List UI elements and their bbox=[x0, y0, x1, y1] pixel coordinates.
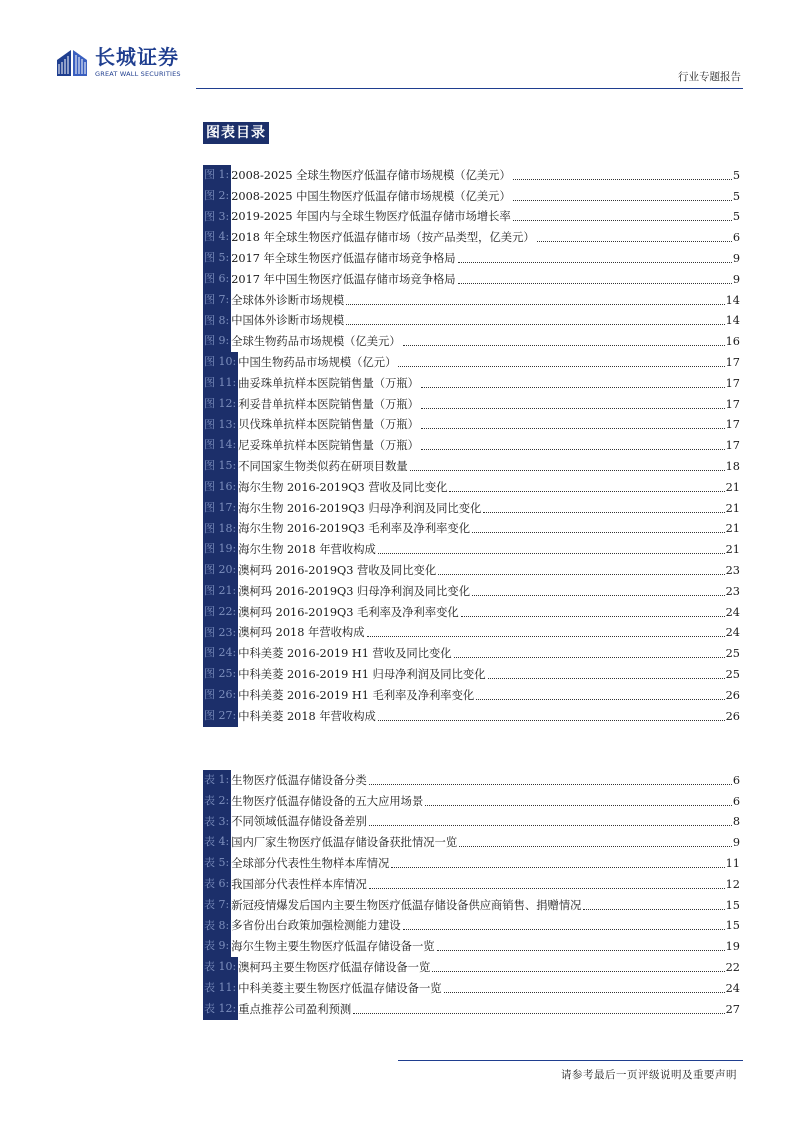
table-index bbox=[203, 770, 740, 1020]
entry-title: 2017 年全球生物医疗低温存储市场竞争格局 bbox=[231, 251, 456, 265]
figure-entry[interactable] bbox=[203, 207, 740, 228]
entry-label: 图 17: bbox=[203, 498, 238, 519]
entry-title: 生物医疗低温存储设备分类 bbox=[231, 773, 367, 787]
figure-entry[interactable] bbox=[203, 664, 740, 685]
figure-entry[interactable] bbox=[203, 519, 740, 540]
entry-title: 中科美菱主要生物医疗低温存储设备一览 bbox=[238, 981, 442, 995]
entry-title: 全球部分代表性生物样本库情况 bbox=[231, 856, 390, 870]
entry-page-number: 26 bbox=[725, 709, 740, 723]
table-entry[interactable] bbox=[203, 916, 740, 937]
entry-page-number: 16 bbox=[725, 335, 740, 349]
entry-label: 图 3: bbox=[203, 207, 231, 228]
entry-page-number: 12 bbox=[725, 877, 740, 891]
table-entry[interactable] bbox=[203, 832, 740, 853]
entry-title: 澳柯玛 2016-2019Q3 归母净利润及同比变化 bbox=[238, 584, 471, 598]
entry-page-number: 5 bbox=[732, 189, 740, 203]
dot-leader bbox=[391, 867, 724, 868]
entry-title: 生物医疗低温存储设备的五大应用场景 bbox=[231, 794, 424, 808]
dot-leader bbox=[353, 1013, 724, 1014]
entry-title: 尼妥珠单抗样本医院销售量（万瓶） bbox=[238, 439, 419, 453]
entry-page-number: 15 bbox=[725, 919, 740, 933]
figure-entry[interactable] bbox=[203, 581, 740, 602]
entry-page-number: 9 bbox=[732, 836, 740, 850]
table-entry[interactable] bbox=[203, 895, 740, 916]
entry-title: 澳柯玛 2016-2019Q3 毛利率及净利率变化 bbox=[238, 605, 459, 619]
entry-label: 图 8: bbox=[203, 311, 231, 332]
dot-leader bbox=[421, 387, 725, 388]
entry-label: 表 10: bbox=[203, 957, 238, 978]
entry-page-number: 21 bbox=[725, 543, 740, 557]
dot-leader bbox=[472, 532, 725, 533]
dot-leader bbox=[444, 992, 725, 993]
entry-label: 表 5: bbox=[203, 853, 231, 874]
entry-label: 图 1: bbox=[203, 165, 231, 186]
figure-entry[interactable] bbox=[203, 623, 740, 644]
figure-entry[interactable] bbox=[203, 456, 740, 477]
figure-entry[interactable] bbox=[203, 685, 740, 706]
entry-page-number: 6 bbox=[732, 794, 740, 808]
figure-entry[interactable] bbox=[203, 498, 740, 519]
entry-label: 表 1: bbox=[203, 770, 231, 791]
dot-leader bbox=[449, 491, 724, 492]
entry-title: 全球生物药品市场规模（亿美元） bbox=[231, 335, 401, 349]
entry-page-number: 22 bbox=[725, 960, 740, 974]
dot-leader bbox=[513, 220, 732, 221]
figure-entry[interactable] bbox=[203, 477, 740, 498]
entry-title: 贝伐珠单抗样本医院销售量（万瓶） bbox=[238, 418, 419, 432]
table-entry[interactable] bbox=[203, 874, 740, 895]
entry-label: 图 22: bbox=[203, 602, 238, 623]
table-entry[interactable] bbox=[203, 957, 740, 978]
entry-page-number: 21 bbox=[725, 522, 740, 536]
dot-leader bbox=[513, 200, 732, 201]
entry-page-number: 15 bbox=[725, 898, 740, 912]
dot-leader bbox=[367, 636, 725, 637]
header-divider bbox=[196, 88, 743, 89]
dot-leader bbox=[421, 408, 725, 409]
entry-title: 利妥昔单抗样本医院销售量（万瓶） bbox=[238, 397, 419, 411]
entry-label: 表 8: bbox=[203, 916, 231, 937]
table-entry[interactable] bbox=[203, 853, 740, 874]
entry-title: 我国部分代表性样本库情况 bbox=[231, 877, 367, 891]
entry-title: 海尔生物 2016-2019Q3 营收及同比变化 bbox=[238, 480, 448, 494]
table-entry[interactable] bbox=[203, 812, 740, 833]
entry-page-number: 17 bbox=[725, 439, 740, 453]
entry-title: 中国体外诊断市场规模 bbox=[231, 314, 345, 328]
entry-title: 澳柯玛 2018 年营收构成 bbox=[238, 626, 365, 640]
entry-title: 2008-2025 中国生物医疗低温存储市场规模（亿美元） bbox=[231, 189, 511, 203]
entry-title: 不同领域低温存储设备差别 bbox=[231, 815, 367, 829]
entry-label: 表 3: bbox=[203, 812, 231, 833]
entry-label: 图 23: bbox=[203, 623, 238, 644]
dot-leader bbox=[425, 805, 732, 806]
entry-title: 不同国家生物类似药在研项目数量 bbox=[238, 459, 408, 473]
report-type: 行业专题报告 bbox=[678, 71, 741, 83]
entry-page-number: 17 bbox=[725, 418, 740, 432]
entry-label: 图 11: bbox=[203, 373, 238, 394]
entry-title: 2008-2025 全球生物医疗低温存储市场规模（亿美元） bbox=[231, 168, 511, 182]
footer-divider bbox=[398, 1060, 743, 1061]
table-entry[interactable] bbox=[203, 936, 740, 957]
entry-title: 2019-2025 年国内与全球生物医疗低温存储市场增长率 bbox=[231, 210, 511, 224]
entry-page-number: 6 bbox=[732, 231, 740, 245]
figure-entry[interactable] bbox=[203, 186, 740, 207]
entry-label: 图 9: bbox=[203, 331, 231, 352]
footer-disclaimer: 请参考最后一页评级说明及重要声明 bbox=[561, 1069, 737, 1081]
dot-leader bbox=[403, 929, 725, 930]
dot-leader bbox=[537, 241, 732, 242]
entry-title: 重点推荐公司盈利预测 bbox=[238, 1002, 352, 1016]
figure-entry[interactable] bbox=[203, 227, 740, 248]
entry-page-number: 8 bbox=[732, 815, 740, 829]
figure-entry[interactable] bbox=[203, 311, 740, 332]
entry-label: 图 2: bbox=[203, 186, 231, 207]
entry-page-number: 5 bbox=[732, 210, 740, 224]
entry-title: 全球体外诊断市场规模 bbox=[231, 293, 345, 307]
dot-leader bbox=[369, 825, 732, 826]
figure-entry[interactable] bbox=[203, 165, 740, 186]
entry-label: 图 25: bbox=[203, 664, 238, 685]
dot-leader bbox=[488, 678, 725, 679]
entry-title: 新冠疫情爆发后国内主要生物医疗低温存储设备供应商销售、捐赠情况 bbox=[231, 898, 582, 912]
entry-page-number: 24 bbox=[725, 626, 740, 640]
entry-page-number: 26 bbox=[725, 688, 740, 702]
entry-page-number: 25 bbox=[725, 667, 740, 681]
dot-leader bbox=[483, 512, 724, 513]
dot-leader bbox=[369, 888, 725, 889]
entry-page-number: 17 bbox=[725, 355, 740, 369]
entry-label: 图 6: bbox=[203, 269, 231, 290]
dot-leader bbox=[437, 950, 725, 951]
entry-page-number: 25 bbox=[725, 647, 740, 661]
entry-label: 图 4: bbox=[203, 227, 231, 248]
entry-label: 图 27: bbox=[203, 706, 238, 727]
dot-leader bbox=[458, 262, 732, 263]
brand-name-cn: 长城证券 bbox=[95, 45, 179, 69]
entry-page-number: 23 bbox=[725, 584, 740, 598]
table-entry[interactable] bbox=[203, 791, 740, 812]
entry-title: 中国生物药品市场规模（亿元） bbox=[238, 355, 397, 369]
entry-label: 表 2: bbox=[203, 791, 231, 812]
figure-entry[interactable] bbox=[203, 269, 740, 290]
entry-title: 多省份出台政策加强检测能力建设 bbox=[231, 919, 401, 933]
entry-page-number: 21 bbox=[725, 501, 740, 515]
figure-entry[interactable] bbox=[203, 560, 740, 581]
entry-title: 曲妥珠单抗样本医院销售量（万瓶） bbox=[238, 376, 419, 390]
entry-label: 表 6: bbox=[203, 874, 231, 895]
great-wall-logo-icon bbox=[55, 46, 89, 80]
dot-leader bbox=[432, 971, 724, 972]
entry-page-number: 24 bbox=[725, 981, 740, 995]
entry-title: 澳柯玛主要生物医疗低温存储设备一览 bbox=[238, 960, 431, 974]
figure-entry[interactable] bbox=[203, 643, 740, 664]
entry-title: 国内厂家生物医疗低温存储设备获批情况一览 bbox=[231, 836, 458, 850]
dot-leader bbox=[398, 366, 724, 367]
figure-entry[interactable] bbox=[203, 352, 740, 373]
entry-page-number: 5 bbox=[732, 168, 740, 182]
entry-page-number: 17 bbox=[725, 376, 740, 390]
dot-leader bbox=[421, 428, 725, 429]
dot-leader bbox=[369, 784, 732, 785]
entry-title: 海尔生物 2016-2019Q3 毛利率及净利率变化 bbox=[238, 522, 471, 536]
entry-label: 图 16: bbox=[203, 477, 238, 498]
entry-page-number: 9 bbox=[732, 272, 740, 286]
entry-page-number: 14 bbox=[725, 314, 740, 328]
entry-page-number: 21 bbox=[725, 480, 740, 494]
figure-entry[interactable] bbox=[203, 539, 740, 560]
dot-leader bbox=[458, 283, 732, 284]
entry-page-number: 11 bbox=[725, 856, 740, 870]
entry-page-number: 23 bbox=[725, 563, 740, 577]
entry-title: 中科美菱 2016-2019 H1 营收及同比变化 bbox=[238, 647, 452, 661]
entry-page-number: 17 bbox=[725, 397, 740, 411]
figure-index bbox=[203, 165, 740, 727]
entry-label: 图 10: bbox=[203, 352, 238, 373]
entry-label: 图 19: bbox=[203, 539, 238, 560]
brand-name-en: GREAT WALL SECURITIES bbox=[95, 70, 181, 78]
entry-title: 海尔生物 2018 年营收构成 bbox=[238, 543, 376, 557]
entry-title: 中科美菱 2018 年营收构成 bbox=[238, 709, 376, 723]
entry-title: 中科美菱 2016-2019 H1 归母净利润及同比变化 bbox=[238, 667, 486, 681]
entry-title: 澳柯玛 2016-2019Q3 营收及同比变化 bbox=[238, 563, 437, 577]
entry-label: 图 5: bbox=[203, 248, 231, 269]
entry-label: 图 14: bbox=[203, 435, 238, 456]
entry-label: 图 21: bbox=[203, 581, 238, 602]
entry-title: 中科美菱 2016-2019 H1 毛利率及净利率变化 bbox=[238, 688, 475, 702]
dot-leader bbox=[459, 846, 732, 847]
entry-title: 海尔生物主要生物医疗低温存储设备一览 bbox=[231, 940, 435, 954]
dot-leader bbox=[346, 304, 724, 305]
dot-leader bbox=[461, 616, 725, 617]
entry-page-number: 14 bbox=[725, 293, 740, 307]
dot-leader bbox=[438, 574, 725, 575]
entry-title: 海尔生物 2016-2019Q3 归母净利润及同比变化 bbox=[238, 501, 482, 515]
section-title: 图表目录 bbox=[203, 122, 269, 144]
entry-title: 2018 年全球生物医疗低温存储市场（按产品类型，亿美元） bbox=[231, 231, 535, 245]
table-entry[interactable] bbox=[203, 978, 740, 999]
company-logo bbox=[55, 46, 205, 82]
dot-leader bbox=[421, 449, 725, 450]
entry-page-number: 6 bbox=[732, 773, 740, 787]
dot-leader bbox=[403, 345, 725, 346]
entry-page-number: 18 bbox=[725, 459, 740, 473]
dot-leader bbox=[410, 470, 725, 471]
figure-entry[interactable] bbox=[203, 706, 740, 727]
table-entry[interactable] bbox=[203, 999, 740, 1020]
entry-label: 图 26: bbox=[203, 685, 238, 706]
dot-leader bbox=[378, 720, 725, 721]
entry-label: 表 11: bbox=[203, 978, 238, 999]
figure-entry[interactable] bbox=[203, 415, 740, 436]
figure-entry[interactable] bbox=[203, 331, 740, 352]
dot-leader bbox=[472, 595, 725, 596]
dot-leader bbox=[583, 909, 724, 910]
entry-label: 图 18: bbox=[203, 519, 238, 540]
entry-label: 表 4: bbox=[203, 832, 231, 853]
dot-leader bbox=[476, 699, 724, 700]
entry-label: 图 7: bbox=[203, 290, 231, 311]
figure-entry[interactable] bbox=[203, 248, 740, 269]
dot-leader bbox=[346, 324, 724, 325]
table-entry[interactable] bbox=[203, 770, 740, 791]
entry-label: 表 9: bbox=[203, 936, 231, 957]
entry-page-number: 19 bbox=[725, 940, 740, 954]
figure-entry[interactable] bbox=[203, 394, 740, 415]
figure-entry[interactable] bbox=[203, 373, 740, 394]
entry-page-number: 27 bbox=[725, 1002, 740, 1016]
entry-label: 表 12: bbox=[203, 999, 238, 1020]
entry-page-number: 24 bbox=[725, 605, 740, 619]
entry-label: 图 20: bbox=[203, 560, 238, 581]
entry-label: 图 13: bbox=[203, 415, 238, 436]
figure-entry[interactable] bbox=[203, 435, 740, 456]
entry-label: 表 7: bbox=[203, 895, 231, 916]
dot-leader bbox=[378, 553, 725, 554]
figure-entry[interactable] bbox=[203, 290, 740, 311]
entry-label: 图 24: bbox=[203, 643, 238, 664]
entry-label: 图 15: bbox=[203, 456, 238, 477]
entry-label: 图 12: bbox=[203, 394, 238, 415]
entry-page-number: 9 bbox=[732, 251, 740, 265]
dot-leader bbox=[513, 179, 732, 180]
entry-title: 2017 年中国生物医疗低温存储市场竞争格局 bbox=[231, 272, 456, 286]
figure-entry[interactable] bbox=[203, 602, 740, 623]
dot-leader bbox=[454, 657, 725, 658]
